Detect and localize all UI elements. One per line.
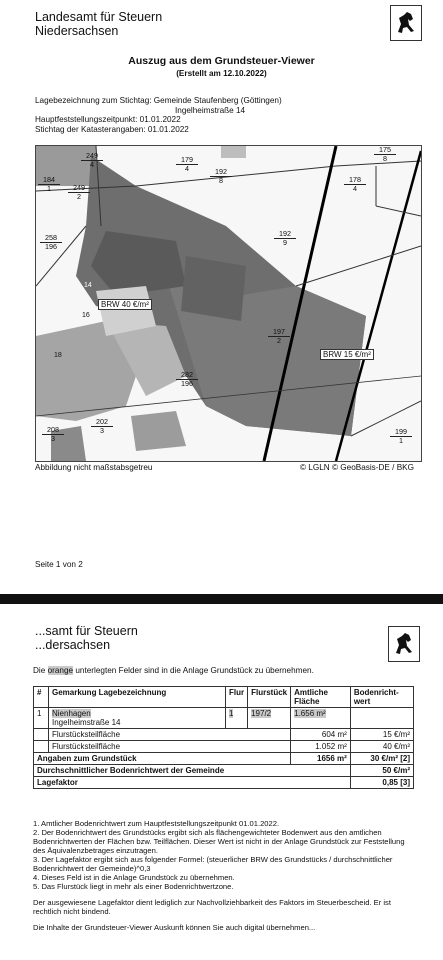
table-row: Flurstücksteilfläche 1.052 m² 40 €/m² xyxy=(34,741,414,753)
office-line-2: ...dersachsen xyxy=(35,638,111,652)
location-block xyxy=(35,96,415,134)
main-assessment-date: Hauptfeststellungszeitpunkt: 01.01.2022 xyxy=(35,115,181,125)
parcel-map xyxy=(35,145,422,462)
table-row: 1 Nienhagen Ingelheimstraße 14 1 197/2 1.656 m² xyxy=(34,708,414,729)
col-flaeche: Amtliche Fläche xyxy=(291,687,351,708)
parcel-label: $\frac{178}{4}$ xyxy=(344,176,366,193)
footnote: 5. Das Flurstück liegt in mehr als einer Bodenrichtwertzone. xyxy=(33,882,234,891)
house-number: 16 xyxy=(82,312,90,319)
col-brw: Bodenricht-wert xyxy=(350,687,413,708)
parcel-label: $\frac{197}{2}$ xyxy=(268,328,290,345)
table-row: Flurstücksteilfläche 604 m² 15 €/m² xyxy=(34,729,414,741)
parcel-label: $\frac{258}{196}$ xyxy=(40,234,62,251)
flur-value: 1 xyxy=(229,709,234,718)
office-line-1: ...samt für Steuern xyxy=(35,624,138,638)
flurstueck-value: 197/2 xyxy=(251,709,272,718)
location-line-2: Ingelheimstraße 14 xyxy=(175,105,246,115)
instruction-line: Die orange unterlegten Felder sind in die Anlage Grundstück zu übernehmen. xyxy=(33,666,314,675)
horse-crest-icon xyxy=(388,626,420,662)
office-name xyxy=(35,10,162,38)
footnote: 3. Der Lagefaktor ergibt sich aus folgender Formel: (steuerlicher BRW des Grundstücks / durchschnittlicher Bodenrichtwert der Gemeinde)^0,3 xyxy=(33,855,393,873)
parcel-label: $\frac{208}{3}$ xyxy=(42,426,64,443)
col-flur: Flur xyxy=(226,687,248,708)
parcel-label: $\frac{184}{1}$ xyxy=(38,176,60,193)
gemarkung-value: Nienhagen xyxy=(52,709,91,718)
footnote: 2. Der Bodenrichtwert des Grundstücks ergibt sich als flächengewichteter Bodenwert aus den amtlichen Bodenrichtwerten der Flächen bzw. Teilflächen. Dieser Wert ist nicht in der Anlage Grundstück zur Feststellung des Äquivalenzbetrages einzutragen. xyxy=(33,828,405,855)
brw-label-right: BRW 15 €/m² xyxy=(320,349,374,360)
highlight-word: orange xyxy=(47,666,74,675)
parcel-label: $\frac{192}{9}$ xyxy=(274,230,296,247)
document-title: Auszug aus dem Grundsteuer-Viewer xyxy=(128,55,315,67)
col-gemarkung: Gemarkung Lagebezeichnung xyxy=(49,687,226,708)
table-row: Angaben zum Grundstück 1656 m² 30 €/m² [2] xyxy=(34,753,414,765)
parcel-label: $\frac{175}{8}$ xyxy=(374,146,396,163)
horse-crest-icon xyxy=(390,5,422,41)
flaeche-value: 1.656 m² xyxy=(294,709,326,718)
office-line-1: Landesamt für Steuern xyxy=(35,10,163,24)
disclaimer: Der ausgewiesene Lagefaktor dient lediglich zur Nachvollziehbarkeit des Faktors im Steuerbescheid. Er ist rechtlich nicht bindend. xyxy=(33,898,391,916)
parcel-label: $\frac{192}{8}$ xyxy=(210,168,232,185)
parcel-label: $\frac{249}{2}$ xyxy=(68,184,90,201)
col-nr: # xyxy=(34,687,49,708)
house-number: 14 xyxy=(84,282,92,289)
parcel-table xyxy=(33,686,414,789)
copyright: © LGLN © GeoBasis-DE / BKG xyxy=(300,463,414,472)
parcel-label: $\frac{249}{4}$ xyxy=(81,152,103,169)
footnote: 1. Amtlicher Bodenrichtwert zum Hauptfeststellungszeitpunkt 01.01.2022. xyxy=(33,819,280,828)
table-row: Lagefaktor 0,85 [3] xyxy=(34,777,414,789)
parcel-label: $\frac{202}{3}$ xyxy=(91,418,113,435)
parcel-label: $\frac{282}{196}$ xyxy=(176,371,198,388)
office-name xyxy=(35,624,138,652)
document-page-2 xyxy=(0,604,443,960)
parcel-label: $\frac{199}{1}$ xyxy=(390,428,412,445)
house-number: 18 xyxy=(54,352,62,359)
document-subtitle: (Erstellt am 12.10.2022) xyxy=(176,69,267,78)
col-flurstueck: Flurstück xyxy=(248,687,291,708)
location-line-1: Lagebezeichnung zum Stichtag: Gemeinde Staufenberg (Göttingen) xyxy=(35,96,282,105)
parcel-label: $\frac{179}{4}$ xyxy=(176,156,198,173)
brw-label-left: BRW 40 €/m² xyxy=(98,299,152,310)
page-number: Seite 1 von 2 xyxy=(35,560,83,569)
footer-text: Die Inhalte der Grundsteuer-Viewer Auskunft können Sie auch digital übernehmen... xyxy=(33,923,316,932)
office-line-2: Niedersachsen xyxy=(35,24,119,38)
cadastre-date: Stichtag der Katasterangaben: 01.01.2022 xyxy=(35,124,189,134)
footnote: 4. Dieses Feld ist in die Anlage Grundstück zu übernehmen. xyxy=(33,873,235,882)
scale-note: Abbildung nicht maßstabsgetreu xyxy=(35,463,153,472)
footnotes xyxy=(33,819,413,932)
table-row: Durchschnittlicher Bodenrichtwert der Gemeinde 50 €/m² xyxy=(34,765,414,777)
